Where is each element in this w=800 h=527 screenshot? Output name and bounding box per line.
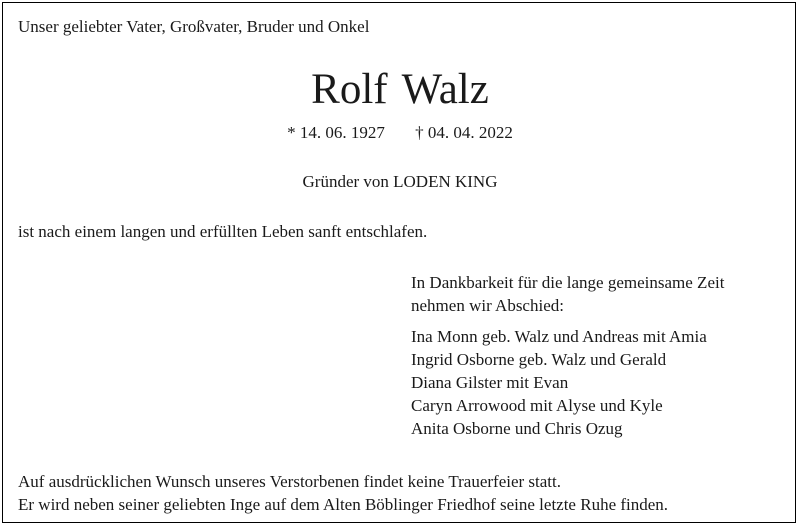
deceased-name: Rolf Walz	[311, 66, 489, 113]
founder-line: Gründer von LODEN KING	[302, 172, 498, 191]
closing-line-1: Auf ausdrücklichen Wunsch unseres Verstorbenen findet keine Trauerfeier statt.	[18, 472, 562, 491]
gratitude-block	[411, 271, 724, 317]
mourner-entry: Anita Osborne und Chris Ozug	[411, 419, 623, 438]
mourner-entry: Ingrid Osborne geb. Walz und Gerald	[411, 350, 667, 369]
life-dates	[0, 121, 800, 144]
passed-away-line: ist nach einem langen und erfüllten Leben sanft entschlafen.	[18, 222, 428, 241]
gratitude-line-1: In Dankbarkeit für die lange gemeinsame Zeit	[411, 273, 725, 292]
closing-note	[18, 470, 668, 516]
closing-line-2: Er wird neben seiner geliebten Inge auf dem Alten Böblinger Friedhof seine letzte Ruhe finden.	[18, 495, 669, 514]
intro-line: Unser geliebter Vater, Großvater, Bruder und Onkel	[18, 17, 370, 36]
birth-date: * 14. 06. 1927	[287, 123, 385, 142]
mourner-entry: Caryn Arrowood mit Alyse und Kyle	[411, 396, 663, 415]
mourner-entry: Ina Monn geb. Walz und Andreas mit Amia	[411, 327, 707, 346]
mourners-list	[411, 325, 707, 440]
mourner-entry: Diana Gilster mit Evan	[411, 373, 569, 392]
death-date: † 04. 04. 2022	[415, 123, 513, 142]
gratitude-line-2: nehmen wir Abschied:	[411, 296, 564, 315]
